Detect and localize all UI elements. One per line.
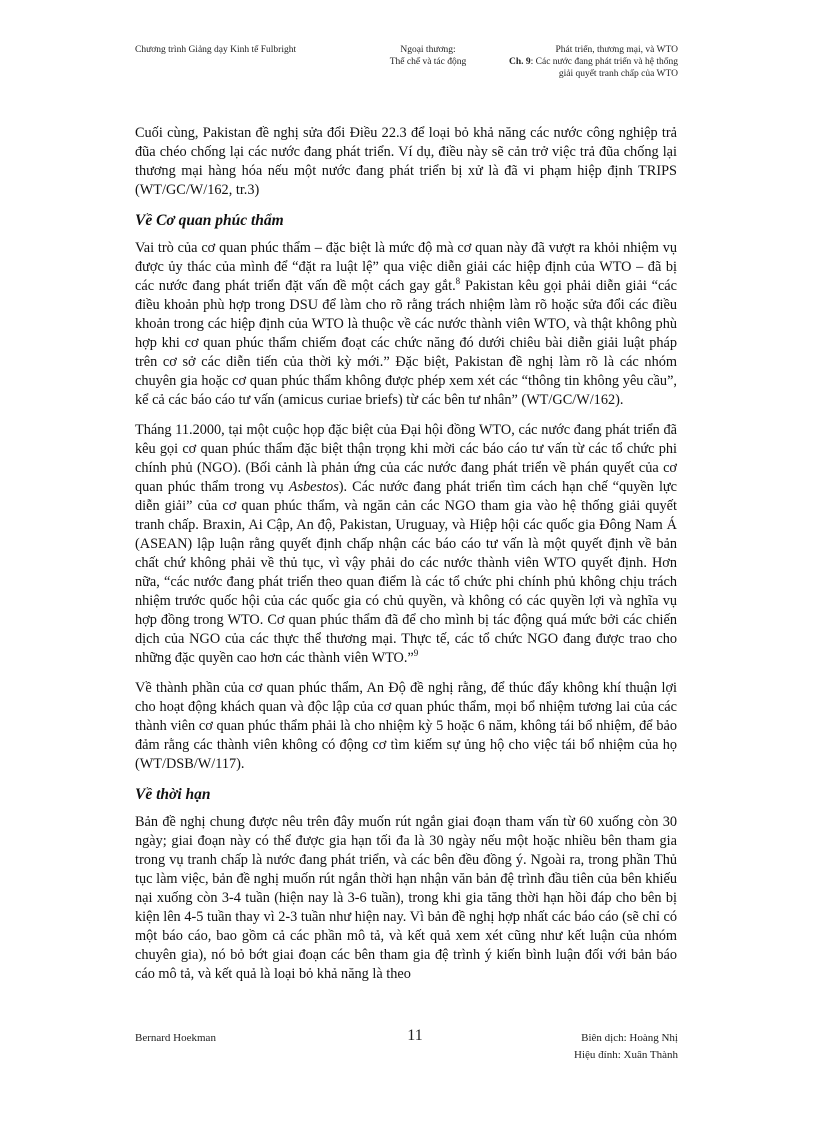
paragraph-5: Bản đề nghị chung được nêu trên đây muốn rút ngắn giai đoạn tham vấn từ 60 xuống còn 30 ngày; giai đoạn này có thể được gia hạn tối đa là 30 ngày nếu một hoặc nhiều bên tham gia trong vụ tranh chấp là nước đang phát triển, và các bên đều đồng ý. Ngoài ra, trong phần Thủ tục làm việc, bản đề nghị muốn rút ngắn thời hạn nhận văn bản đệ trình đầu tiên của bên khiếu nại xuống còn 3-4 tuần (hiện nay là 3-6 tuần), trong khi gia tăng thời hạn hồi đáp cho bên bị kiện lên 4-5 tuần thay vì 2-3 tuần như hiện nay. Vì bản đề nghị hợp nhất các báo cáo (sẽ chỉ có một báo cáo, bao gồm cả các phần mô tả, và kết quả xem xét cũng như kết luận của nhóm chuyên gia), nó bỏ bớt giai đoạn các bên tham gia đệ trình ý kiến bình luận đối với bản báo cáo mô tả, và kết quả là loại bỏ khả năng là theo xyxy=(135,814,677,982)
document-body xyxy=(135,124,677,995)
chapter-label: Ch. 9 xyxy=(508,57,531,67)
header-right-line3: giải quyết tranh chấp của WTO xyxy=(558,69,678,79)
paragraph-3-part-a: Tháng 11.2000, tại một cuộc họp đặc biệt của Đại hội đồng WTO, các nước đang phát triển đã kêu gọi cơ quan phúc thẩm đặc biệt thận trọng khi mời các báo cáo tư vấn từ các tổ chức phi chính phủ (NGO). (Bối cảnh là phản ứng của các nước đang phát triển về phán quyết của cơ quan phúc thẩm trong vụ xyxy=(135,422,677,495)
header-right-line1: Phát triển, thương mại, và WTO xyxy=(555,45,678,55)
paragraph-3 xyxy=(135,421,677,668)
footnote-ref-8[interactable]: 8 xyxy=(455,276,461,287)
header-mid-line2: Thể chế và tác động xyxy=(389,57,467,67)
paragraph-2-part-b: Pakistan kêu gọi phải diễn giải “các điều khoản phù hợp trong DSU để làm cho rõ rằng trách nhiệm làm rõ hoặc sửa đổi các điều khoản trong các hiệp định của WTO là thuộc về các nước thành viên WTO, và thật không phù hợp khi cơ quan phúc thẩm chiếm đoạt các chức năng đó dưới chiêu bài diễn giải luật pháp trên cơ sở các diễn tiến của thời kỳ mới.” Đặc biệt, Pakistan đề nghị làm rõ là các nhóm chuyên gia hoặc cơ quan phúc thẩm không được phép xem xét các “thông tin không yêu cầu”, kể cả các báo cáo tư vấn (amicus curiae briefs) từ các bên tư nhân” (WT/GC/W/162). xyxy=(135,278,677,408)
footer-translator: Biên dịch: Hoàng Nhị xyxy=(581,1032,678,1044)
paragraph-1: Cuối cùng, Pakistan đề nghị sửa đổi Điều 22.3 để loại bỏ khả năng các nước công nghiệp trả đũa chéo chống lại các nước đang phát triển. Ví dụ, điều này sẽ cản trở việc trả đũa chống lại thương mại hàng hóa nếu một nước đang phát triển bị xử là đã vi phạm hiệp định TRIPS (WT/GC/W/162, tr.3) xyxy=(135,125,677,198)
footnote-ref-9[interactable]: 9 xyxy=(413,648,419,659)
header-left: Chương trình Giảng dạy Kinh tế Fulbright xyxy=(135,45,297,55)
paragraph-4: Về thành phần của cơ quan phúc thẩm, An Độ đề nghị rằng, để thúc đẩy không khí thuận lợi cho hoạt động khách quan và độc lập của cơ quan phúc thẩm, mọi bổ nhiệm tương lai của các thành viên cơ quan phúc thẩm phải là cho nhiệm kỳ 5 hoặc 6 năm, không tái bổ nhiệm, để bảo đảm rằng các thành viên không có động cơ tìm kiếm sự ủng hộ cho việc tái bổ nhiệm của họ (WT/DSB/W/117). xyxy=(135,680,677,772)
section-heading-time-limits: Về thời hạn xyxy=(135,786,211,803)
header-right-line2 xyxy=(500,56,678,68)
footer-author: Bernard Hoekman xyxy=(135,1032,216,1044)
footer-editor: Hiệu đính: Xuân Thành xyxy=(574,1049,678,1061)
paragraph-3-part-b: ). Các nước đang phát triển tìm cách hạn chế “quyền lực diễn giải” của cơ quan phúc thẩm, và ngăn cản các NGO tham gia vào hệ thống giải quyết tranh chấp. Braxin, Ai Cập, An độ, Pakistan, Uruguay, và Hiệp hội các quốc gia Đông Nam Á (ASEAN) lập luận rằng quyết định chấp nhận các báo cáo tư vấn là một quyết định về bản chất chứ không phải về thủ tục, vì vậy phải do các nước thành viên WTO quyết định. Hơn nữa, “các nước đang phát triển theo quan điểm là các tổ chức phi chính phủ không chịu trách nhiệm trước quốc hội của các quốc gia có chủ quyền, và không có các quyền lợi và nghĩa vụ hợp đồng trong WTO. Cơ quan phúc thẩm đã để cho mình bị tác động quá mức bởi các chiến dịch của NGO của các thực thể thương mại. Thực tế, các tổ chức NGO đang được trao cho những đặc quyền cao hơn các thành viên WTO.” xyxy=(135,479,678,666)
header-mid-line1: Ngoại thương: xyxy=(400,45,456,55)
header-right xyxy=(500,44,678,80)
case-name-asbestos: Asbestos xyxy=(288,479,339,495)
chapter-title: : Các nước đang phát triển và hệ thống xyxy=(530,57,678,67)
header-middle xyxy=(358,44,498,68)
page-number: 11 xyxy=(407,1027,423,1044)
footer-credits xyxy=(520,1030,678,1064)
paragraph-2-part-a: Vai trò của cơ quan phúc thẩm – đặc biệt là mức độ mà cơ quan này đã vượt ra khỏi nhiệm vụ được ủy thác của mình để “đặt ra luật lệ” qua việc diễn giải các hiệp định của WTO – đã bị các nước đang phát triển đặt vấn đề một cách gay gắt. xyxy=(135,240,677,294)
paragraph-2 xyxy=(135,239,677,410)
section-heading-appellate-body: Về Cơ quan phúc thẩm xyxy=(135,212,284,229)
